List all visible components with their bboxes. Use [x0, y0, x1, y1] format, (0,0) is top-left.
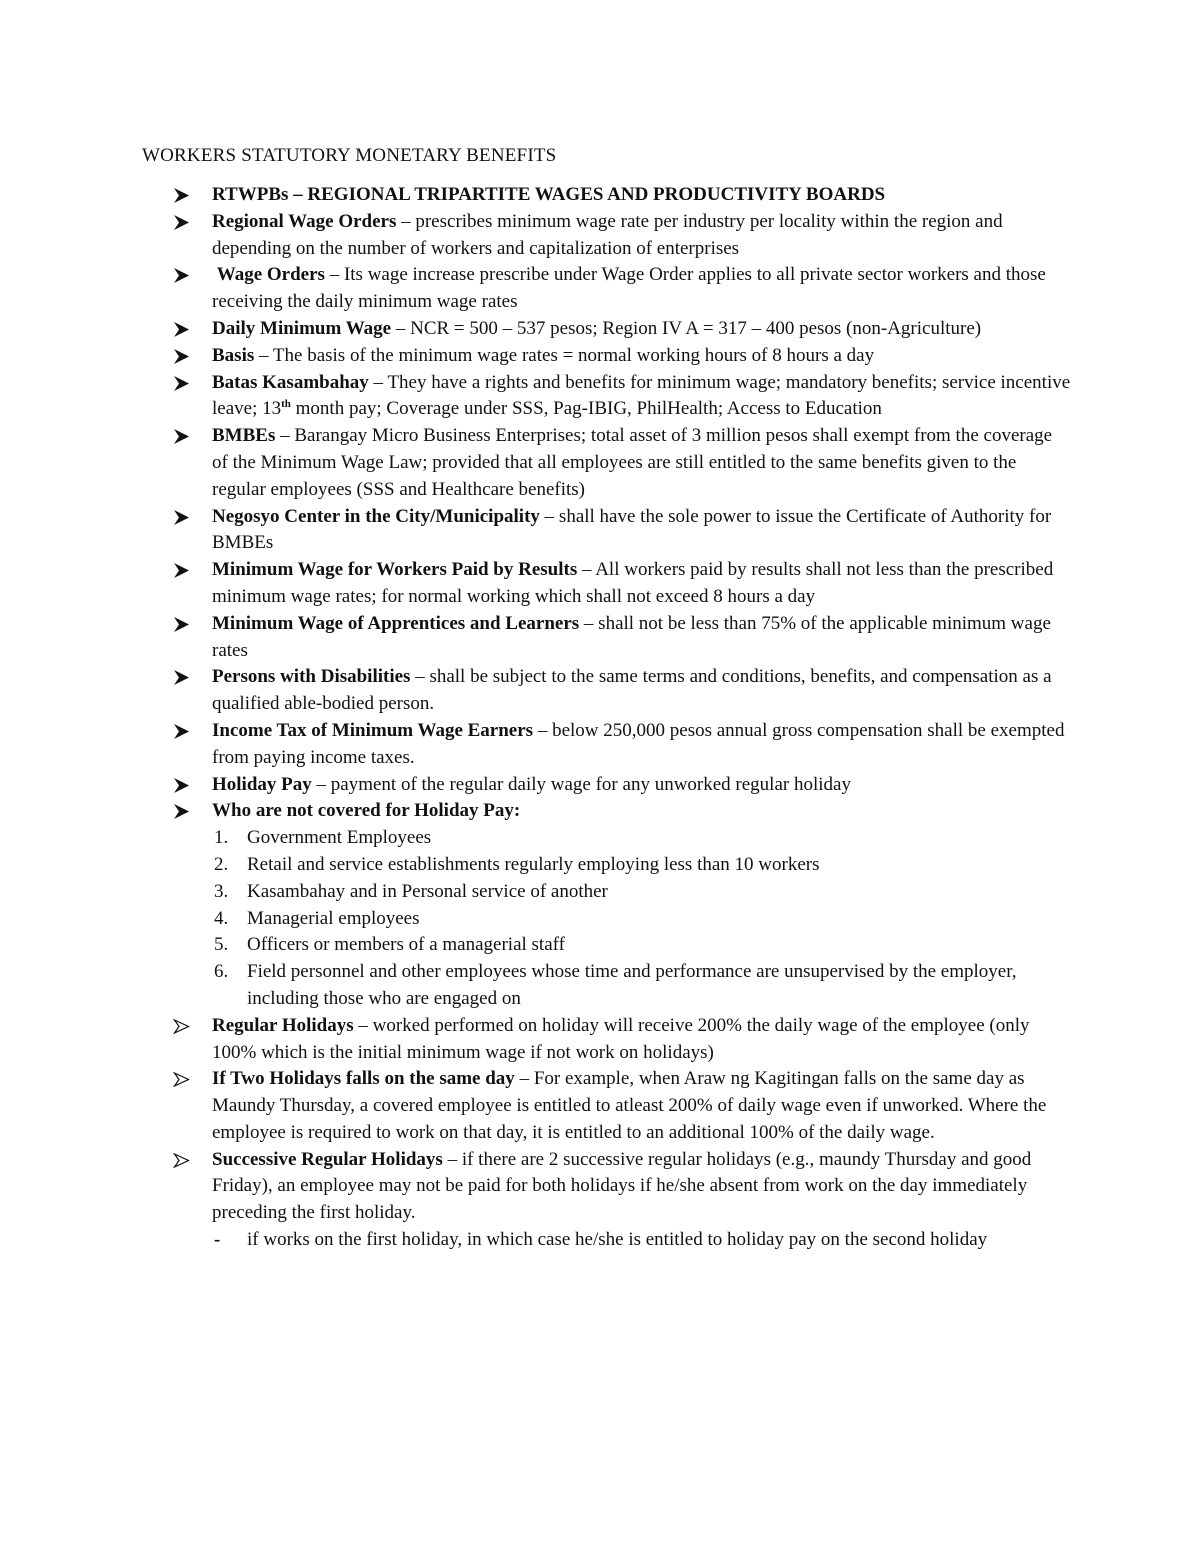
item-text: – Its wage increase prescribe under Wage Order applies to all private sector workers and those receiving the daily minimum wage rates [212, 264, 1046, 313]
list-item [172, 1013, 1072, 1067]
item-text: – below 250,000 pesos annual gross compensation shall be exempted from paying income taxes. [212, 719, 1065, 768]
item-term: Daily Minimum Wage [212, 317, 392, 339]
arrowhead-bullet-icon [173, 798, 195, 825]
arrowhead-bullet-icon [173, 423, 195, 450]
arrowhead-bullet-icon [173, 209, 195, 236]
list-item [172, 1066, 1072, 1146]
arrowhead-bullet-icon [173, 182, 195, 209]
item-text: – The basis of the minimum wage rates = normal working hours of 8 hours a day [254, 344, 875, 366]
dash-item [172, 1227, 1072, 1254]
list-item [172, 798, 1072, 825]
numbered-item [172, 932, 1072, 959]
list-item [172, 1147, 1072, 1227]
item-text: – worked performed on holiday will receive 200% the daily wage of the employee (only 100% which is the initial minimum wage if not work on holidays) [212, 1014, 1030, 1063]
outline-arrowhead-bullet-icon [173, 1013, 195, 1040]
numbered-item-text: Managerial employees [247, 907, 420, 929]
list-item [172, 209, 1072, 263]
numbered-item-text: Government Employees [247, 827, 432, 849]
item-text: – NCR = 500 – 537 pesos; Region IV A = 317 – 400 pesos (non-Agriculture) [391, 317, 982, 339]
superscript-th: th [281, 398, 291, 411]
item-term: Batas Kasambahay [212, 371, 369, 393]
numbered-item-text: Officers or members of a managerial staff [247, 934, 565, 956]
item-text: – payment of the regular daily wage for any unworked regular holiday [311, 773, 851, 795]
arrowhead-bullet-icon [173, 370, 195, 397]
list-item [172, 611, 1072, 665]
document-title: WORKERS STATUTORY MONETARY BENEFITS [142, 145, 557, 166]
numbered-item-text: Kasambahay and in Personal service of another [247, 880, 608, 902]
item-term: Basis [212, 344, 255, 366]
item-term: Minimum Wage for Workers Paid by Results [212, 559, 578, 581]
item-term: Persons with Disabilities [212, 666, 411, 688]
list-item [172, 423, 1072, 503]
item-number: 3. [214, 880, 229, 902]
benefits-list [172, 182, 1072, 1254]
item-term: BMBEs [212, 425, 276, 447]
item-text: – Barangay Micro Business Enterprises; total asset of 3 million pesos shall exempt from the coverage of the Minimum Wage Law; provided that all employees are still entitled to the same benefits given to the regular employees (SSS and Healthcare benefits) [212, 425, 1053, 500]
arrowhead-bullet-icon [173, 504, 195, 531]
dash-item-text: if works on the first holiday, in which case he/she is entitled to holiday pay on the second holiday [247, 1229, 988, 1251]
item-term: Income Tax of Minimum Wage Earners [212, 719, 534, 741]
item-text: – if there are 2 successive regular holidays (e.g., maundy Thursday and good Friday), an employee may not be paid for both holidays if he/she absent from work on the day immediately preceding the first holiday. [212, 1148, 1032, 1224]
item-text: – They have a rights and benefits for minimum wage; mandatory benefits; service incentive leave; 13 [212, 371, 1071, 420]
list-item [172, 262, 1072, 316]
list-item [172, 182, 1072, 209]
item-text: – shall not be less than 75% of the applicable minimum wage rates [212, 612, 1051, 661]
arrowhead-bullet-icon [173, 611, 195, 638]
item-text: – shall have the sole power to issue the Certificate of Authority for BMBEs [212, 505, 1052, 554]
arrowhead-bullet-icon [173, 718, 195, 745]
numbered-item-text: Field personnel and other employees whose time and performance are unsupervised by the employer, including those who are engaged on [247, 961, 1017, 1009]
item-number: 5. [214, 934, 229, 956]
item-number: 6. [214, 961, 229, 983]
list-item [172, 343, 1072, 370]
numbered-item [172, 825, 1072, 852]
outline-arrowhead-bullet-icon [173, 1066, 195, 1093]
item-term: If Two Holidays falls on the same day [212, 1068, 515, 1090]
item-term: Negosyo Center in the City/Municipality [212, 505, 540, 527]
arrowhead-bullet-icon [173, 262, 195, 289]
numbered-item [172, 906, 1072, 933]
item-term: RTWPBs – REGIONAL TRIPARTITE WAGES AND PRODUCTIVITY BOARDS [212, 184, 886, 205]
list-item [172, 772, 1072, 799]
list-item [172, 504, 1072, 558]
item-number: 2. [214, 853, 229, 875]
item-number: 1. [214, 827, 229, 849]
arrowhead-bullet-icon [173, 557, 195, 584]
arrowhead-bullet-icon [173, 316, 195, 343]
item-term: Who are not covered for Holiday Pay: [212, 800, 521, 822]
item-term: Regional Wage Orders [212, 210, 397, 232]
arrowhead-bullet-icon [173, 664, 195, 691]
item-text: – All workers paid by results shall not less than the prescribed minimum wage rates; for normal working which shall not exceed 8 hours a day [212, 559, 1054, 607]
item-number: 4. [214, 907, 229, 929]
item-text: – shall be subject to the same terms and conditions, benefits, and compensation as a qualified able-bodied person. [212, 666, 1052, 715]
dash-bullet: - [214, 1229, 221, 1251]
item-text-continued: month pay; Coverage under SSS, Pag-IBIG, PhilHealth; Access to Education [290, 398, 882, 420]
list-item [172, 557, 1072, 611]
item-term: Minimum Wage of Apprentices and Learners [212, 612, 580, 634]
list-item [172, 664, 1072, 718]
item-text: – For example, when Araw ng Kagitingan falls on the same day as Maundy Thursday, a covered employee is entitled to atleast 200% of daily wage even if unworked. Where the employee is required to work on that day, it is entitled to an additional 100% of the daily wage. [212, 1068, 1047, 1143]
item-text: – prescribes minimum wage rate per industry per locality within the region and depending on the number of workers and capitalization of enterprises [212, 210, 1003, 259]
list-item [172, 370, 1072, 424]
list-item [172, 718, 1072, 772]
item-term: Holiday Pay [212, 773, 312, 795]
item-term: Regular Holidays [212, 1014, 354, 1036]
outline-arrowhead-bullet-icon [173, 1147, 195, 1174]
arrowhead-bullet-icon [173, 772, 195, 799]
numbered-item [172, 959, 1072, 1013]
item-term: Successive Regular Holidays [212, 1148, 443, 1170]
arrowhead-bullet-icon [173, 343, 195, 370]
numbered-item-text: Retail and service establishments regularly employing less than 10 workers [247, 853, 820, 875]
list-item [172, 316, 1072, 343]
item-term: Wage Orders [216, 264, 325, 286]
numbered-item [172, 852, 1072, 879]
numbered-item [172, 879, 1072, 906]
